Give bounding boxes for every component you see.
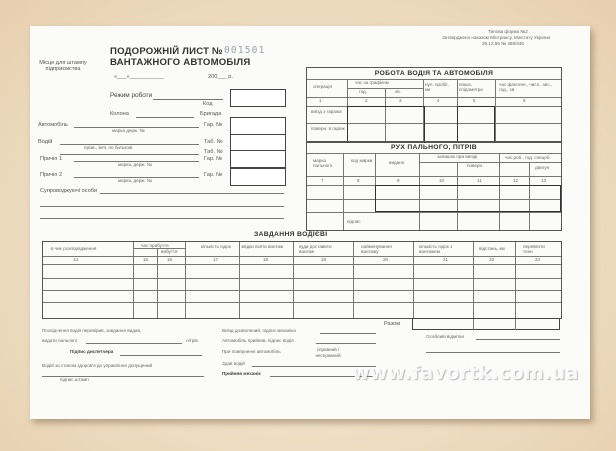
fuel-num-11: 11 [477, 178, 482, 183]
footer-liters: літрів [186, 338, 198, 343]
tasks-table-rule [43, 290, 561, 291]
trailer1-label: Причіп 1 [40, 156, 63, 162]
form-subtitle: ВАНТАЖНОГО АВТОМОБІЛЯ [110, 57, 251, 68]
watermark-text: www.favortk.com.ua [352, 362, 579, 384]
fuel-table-rule [419, 162, 499, 163]
form-title: ПОДОРОЖНІЙ ЛИСТ № [110, 46, 223, 57]
fuel-table-rule [307, 212, 561, 213]
footer-exit-line [320, 333, 376, 334]
work-num-1: 1 [319, 98, 322, 103]
escort-line-2 [40, 206, 284, 207]
footer-issue-fuel-line [86, 343, 182, 344]
waybill-form [30, 26, 590, 419]
driver-sublabel: прізв., ім'я, по батькові [84, 145, 133, 150]
approved-date-label: 29.12.95 № 488/346 [482, 41, 524, 46]
tab-number-label-2: Таб. № [204, 149, 223, 155]
work-table [306, 67, 562, 143]
work-row-departure: виїзд з гаража [311, 109, 342, 114]
garage-number-label: Гар. № [204, 122, 223, 128]
garage-number-box[interactable] [230, 117, 286, 135]
footer-car-accepted: Автомобіль прийняв, підпис водія [222, 338, 294, 343]
footer-special-line [476, 339, 560, 340]
trailer2-gar-label: Гар. № [204, 172, 223, 178]
total-vrule [473, 319, 474, 330]
task-num-21: 21 [443, 257, 449, 262]
footer-working-state: справний / несправний [315, 347, 341, 358]
code-box[interactable] [230, 89, 286, 107]
tasks-header: ЗАВДАННЯ ВОДІЄВІ [254, 231, 328, 238]
work-col-schedule: час за графіком [355, 80, 389, 85]
work-table-vrule [495, 79, 496, 142]
work-mode-label: Режим роботи [110, 92, 153, 99]
footer-special-line-2 [426, 352, 560, 353]
tasks-table-vrule [293, 242, 294, 318]
fuel-col-brand: марка пального [313, 158, 333, 169]
total-label: Разом [384, 321, 401, 327]
work-col-odometer: показ. спідометра [459, 82, 483, 93]
work-row-return: поверн. в гараж [311, 126, 345, 131]
task-num-15: 15 [143, 257, 149, 262]
fuel-table [306, 141, 562, 231]
brigade-label: Бригада [200, 111, 222, 117]
work-num-4: 4 [437, 98, 440, 103]
task-num-18: 18 [263, 257, 269, 262]
fuel-fill-area[interactable] [375, 185, 561, 212]
total-vrule [515, 319, 516, 330]
task-col-from: звідки взяти вантаж [241, 244, 284, 249]
footer-received-mechanic: Прийняв механік [222, 371, 261, 376]
work-odometer-fill[interactable] [457, 106, 495, 142]
tab-number-label: Таб. № [204, 139, 223, 145]
work-num-2: 2 [365, 98, 368, 103]
fuel-col-returned: поверн. [467, 163, 484, 168]
task-num-23: 23 [535, 257, 541, 262]
task-col-owner: в чиє розпорядження [51, 246, 97, 251]
footer-dispatcher-sign: Підпис диспетчера [70, 349, 114, 354]
footer-dispatcher-line [120, 355, 202, 356]
tasks-table-vrule [413, 242, 414, 318]
footer-on-return: При поверненні автомобіль [222, 349, 281, 354]
work-table-rule [307, 79, 561, 80]
task-col-cargo: найменування вантажу [361, 244, 392, 255]
driver-label: Водій [38, 139, 53, 145]
fuel-col-code: код марки [351, 158, 373, 163]
escort-line [100, 193, 284, 194]
footer-sign-stamp: підпис штамп [60, 377, 89, 382]
fuel-num-7: 7 [321, 178, 324, 183]
task-num-16: 16 [167, 257, 173, 262]
tasks-table-rule [43, 256, 561, 257]
work-table-rule [307, 106, 561, 107]
tasks-table-rule [43, 264, 561, 265]
trailer2-label: Причіп 2 [40, 172, 63, 178]
code-label: Код [203, 101, 213, 107]
fuel-col-work-time: час роб., год. спецоб. [505, 155, 551, 160]
approved-label: Затверджено наказом Мінтрансу, Мінстату України [442, 35, 551, 40]
task-col-to: куди доставити вантаж [299, 244, 332, 255]
total-box[interactable] [412, 318, 560, 330]
fuel-table-rule [307, 153, 561, 154]
work-num-5: 5 [473, 98, 476, 103]
footer-car-accepted-line [316, 343, 376, 344]
fuel-num-12: 12 [513, 178, 519, 183]
escort-line-3 [40, 218, 284, 219]
tasks-table-vrule [353, 242, 354, 318]
tasks-table-vrule [515, 242, 516, 318]
work-fill-area[interactable] [347, 106, 425, 143]
tasks-table-rule [43, 278, 561, 279]
footer-special-marks: Особливі відмітки [426, 334, 464, 339]
column-line [136, 117, 194, 118]
footer-license-checked: Посвідчення водія перевірив, завдання видав, [42, 328, 142, 333]
task-num-14: 14 [73, 257, 79, 262]
work-col-minutes: хв. [395, 89, 402, 94]
work-table-header: РОБОТА ВОДІЯ ТА АВТОМОБІЛЯ [374, 70, 494, 77]
task-col-arrival: час прибуття [141, 243, 169, 248]
work-table-rule [347, 88, 423, 89]
task-num-19: 19 [321, 257, 327, 262]
date-quote-mark: «___»___________ [114, 74, 164, 80]
fuel-num-9: 9 [397, 178, 400, 183]
fuel-num-8: 8 [357, 178, 360, 183]
work-col-actual: час фактичн., числ., міс., год., хв. [499, 82, 553, 93]
car-label: Автомобіль [38, 122, 68, 128]
work-col-zero-run: нул. пробіг, км [425, 82, 449, 93]
tasks-table-vrule [133, 242, 134, 318]
footer-exit-allowed: Виїзд дозволений, підпис механіка [222, 328, 296, 333]
tasks-table-vrule [157, 248, 158, 318]
fuel-col-engine: двигун [535, 165, 550, 170]
tasks-table-vrule [185, 242, 186, 318]
fuel-col-issued: видано [389, 160, 405, 165]
task-num-17: 17 [213, 257, 219, 262]
fuel-num-10: 10 [439, 178, 445, 183]
task-col-distance: відстань, км [479, 246, 505, 251]
tasks-table-rule [43, 302, 561, 303]
form-number: 001501 [224, 45, 266, 56]
tasks-table-vrule [473, 242, 474, 318]
date-year-label: 200___ р. [208, 74, 233, 80]
fuel-table-rule [499, 162, 561, 163]
tasks-table [42, 241, 562, 319]
task-col-departure: вибуття [161, 249, 178, 254]
fuel-col-remainder: залишок при виїзді [437, 154, 478, 159]
column-label: Колона [110, 111, 129, 117]
typical-form-label: Типова форма №2 [488, 29, 528, 34]
stamp-place-label: Місце для штампу підприємства [39, 60, 87, 73]
driver-line-2 [60, 154, 199, 155]
escort-label: Супроводжуючі особи [40, 188, 98, 194]
work-num-3: 3 [399, 98, 402, 103]
task-col-loaded-trips: кількість їздок з вантажем [419, 244, 453, 255]
trailer1-gar-label: Гар. № [204, 156, 223, 162]
footer-issue-fuel: видати пального [42, 338, 78, 343]
work-col-operation: операція [313, 84, 332, 89]
task-num-22: 22 [489, 257, 495, 262]
tab-number-box-2[interactable] [230, 150, 286, 168]
tasks-table-vrule [239, 242, 240, 318]
work-mode-line [153, 99, 223, 100]
task-num-20: 20 [383, 257, 389, 262]
trailer2-gar-box[interactable] [230, 168, 286, 186]
car-sublabel: марка держ. № [112, 128, 145, 133]
trailer1-sublabel: марка, держ. № [118, 162, 152, 167]
footer-handed-driver: Здав водій [222, 361, 245, 366]
fuel-table-vrule [343, 153, 344, 230]
fuel-sign-label: підпис [347, 219, 361, 224]
fuel-num-13: 13 [541, 178, 547, 183]
trailer2-sublabel: марка, держ. № [118, 178, 152, 183]
work-table-rule [307, 123, 561, 124]
work-num-6: 6 [523, 98, 526, 103]
task-col-trips: кількість їздок [201, 244, 231, 249]
footer-health: Водій за станом здоров'я до управління допущений [42, 363, 153, 368]
task-col-tonnes: перевезти тонн [523, 244, 545, 255]
fuel-table-header: РУХ ПАЛЬНОГО, ПІТРІВ [391, 144, 477, 151]
tasks-table-rule [133, 248, 185, 249]
work-col-hours: год. [359, 89, 367, 94]
fuel-table-rule [307, 176, 561, 177]
